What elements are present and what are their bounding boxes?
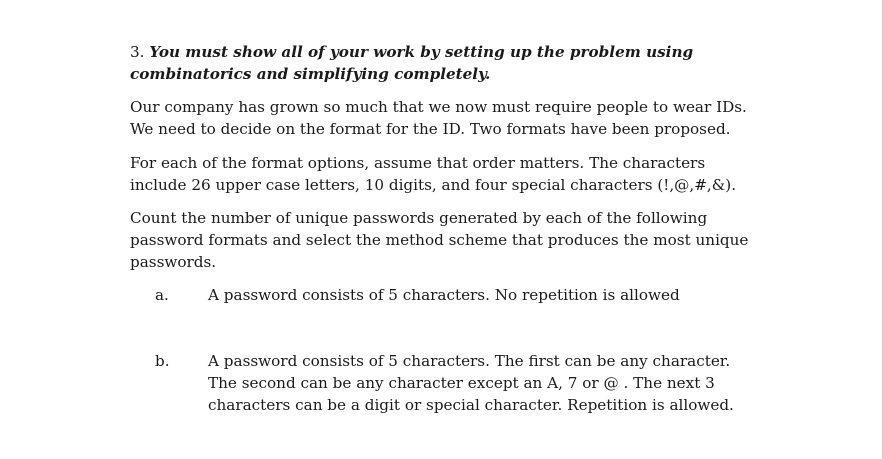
question-heading (130, 41, 750, 85)
paragraph-intro: Our company has grown so much that we now must require people to wear IDs. We need to decide on the format for the ID. Two formats have been proposed. (130, 98, 747, 138)
paragraph-assumptions: For each of the format options, assume that order matters. The characters include 26 upper case letters, 10 digits, and four special characters (!,@,#,&). (130, 154, 737, 194)
list-item-marker: a. (155, 286, 169, 304)
list-item-text: A password consists of 5 characters. No repetition is allowed (208, 286, 680, 304)
list-item-marker: b. (155, 352, 170, 370)
question-instruction: You must show all of your work by setting up the problem using combinatorics and simplifying completely. (130, 43, 694, 83)
paragraph-task: Count the number of unique passwords generated by each of the following password formats and select the method scheme that produces the most unique passwords. (130, 209, 749, 271)
question-number: 3. (130, 43, 145, 61)
list-item-text: A password consists of 5 characters. The first can be any character. The second can be any character except an A, 7 or @ . The next 3 characters can be a digit or special character. Repetition is allowed. (208, 352, 734, 414)
